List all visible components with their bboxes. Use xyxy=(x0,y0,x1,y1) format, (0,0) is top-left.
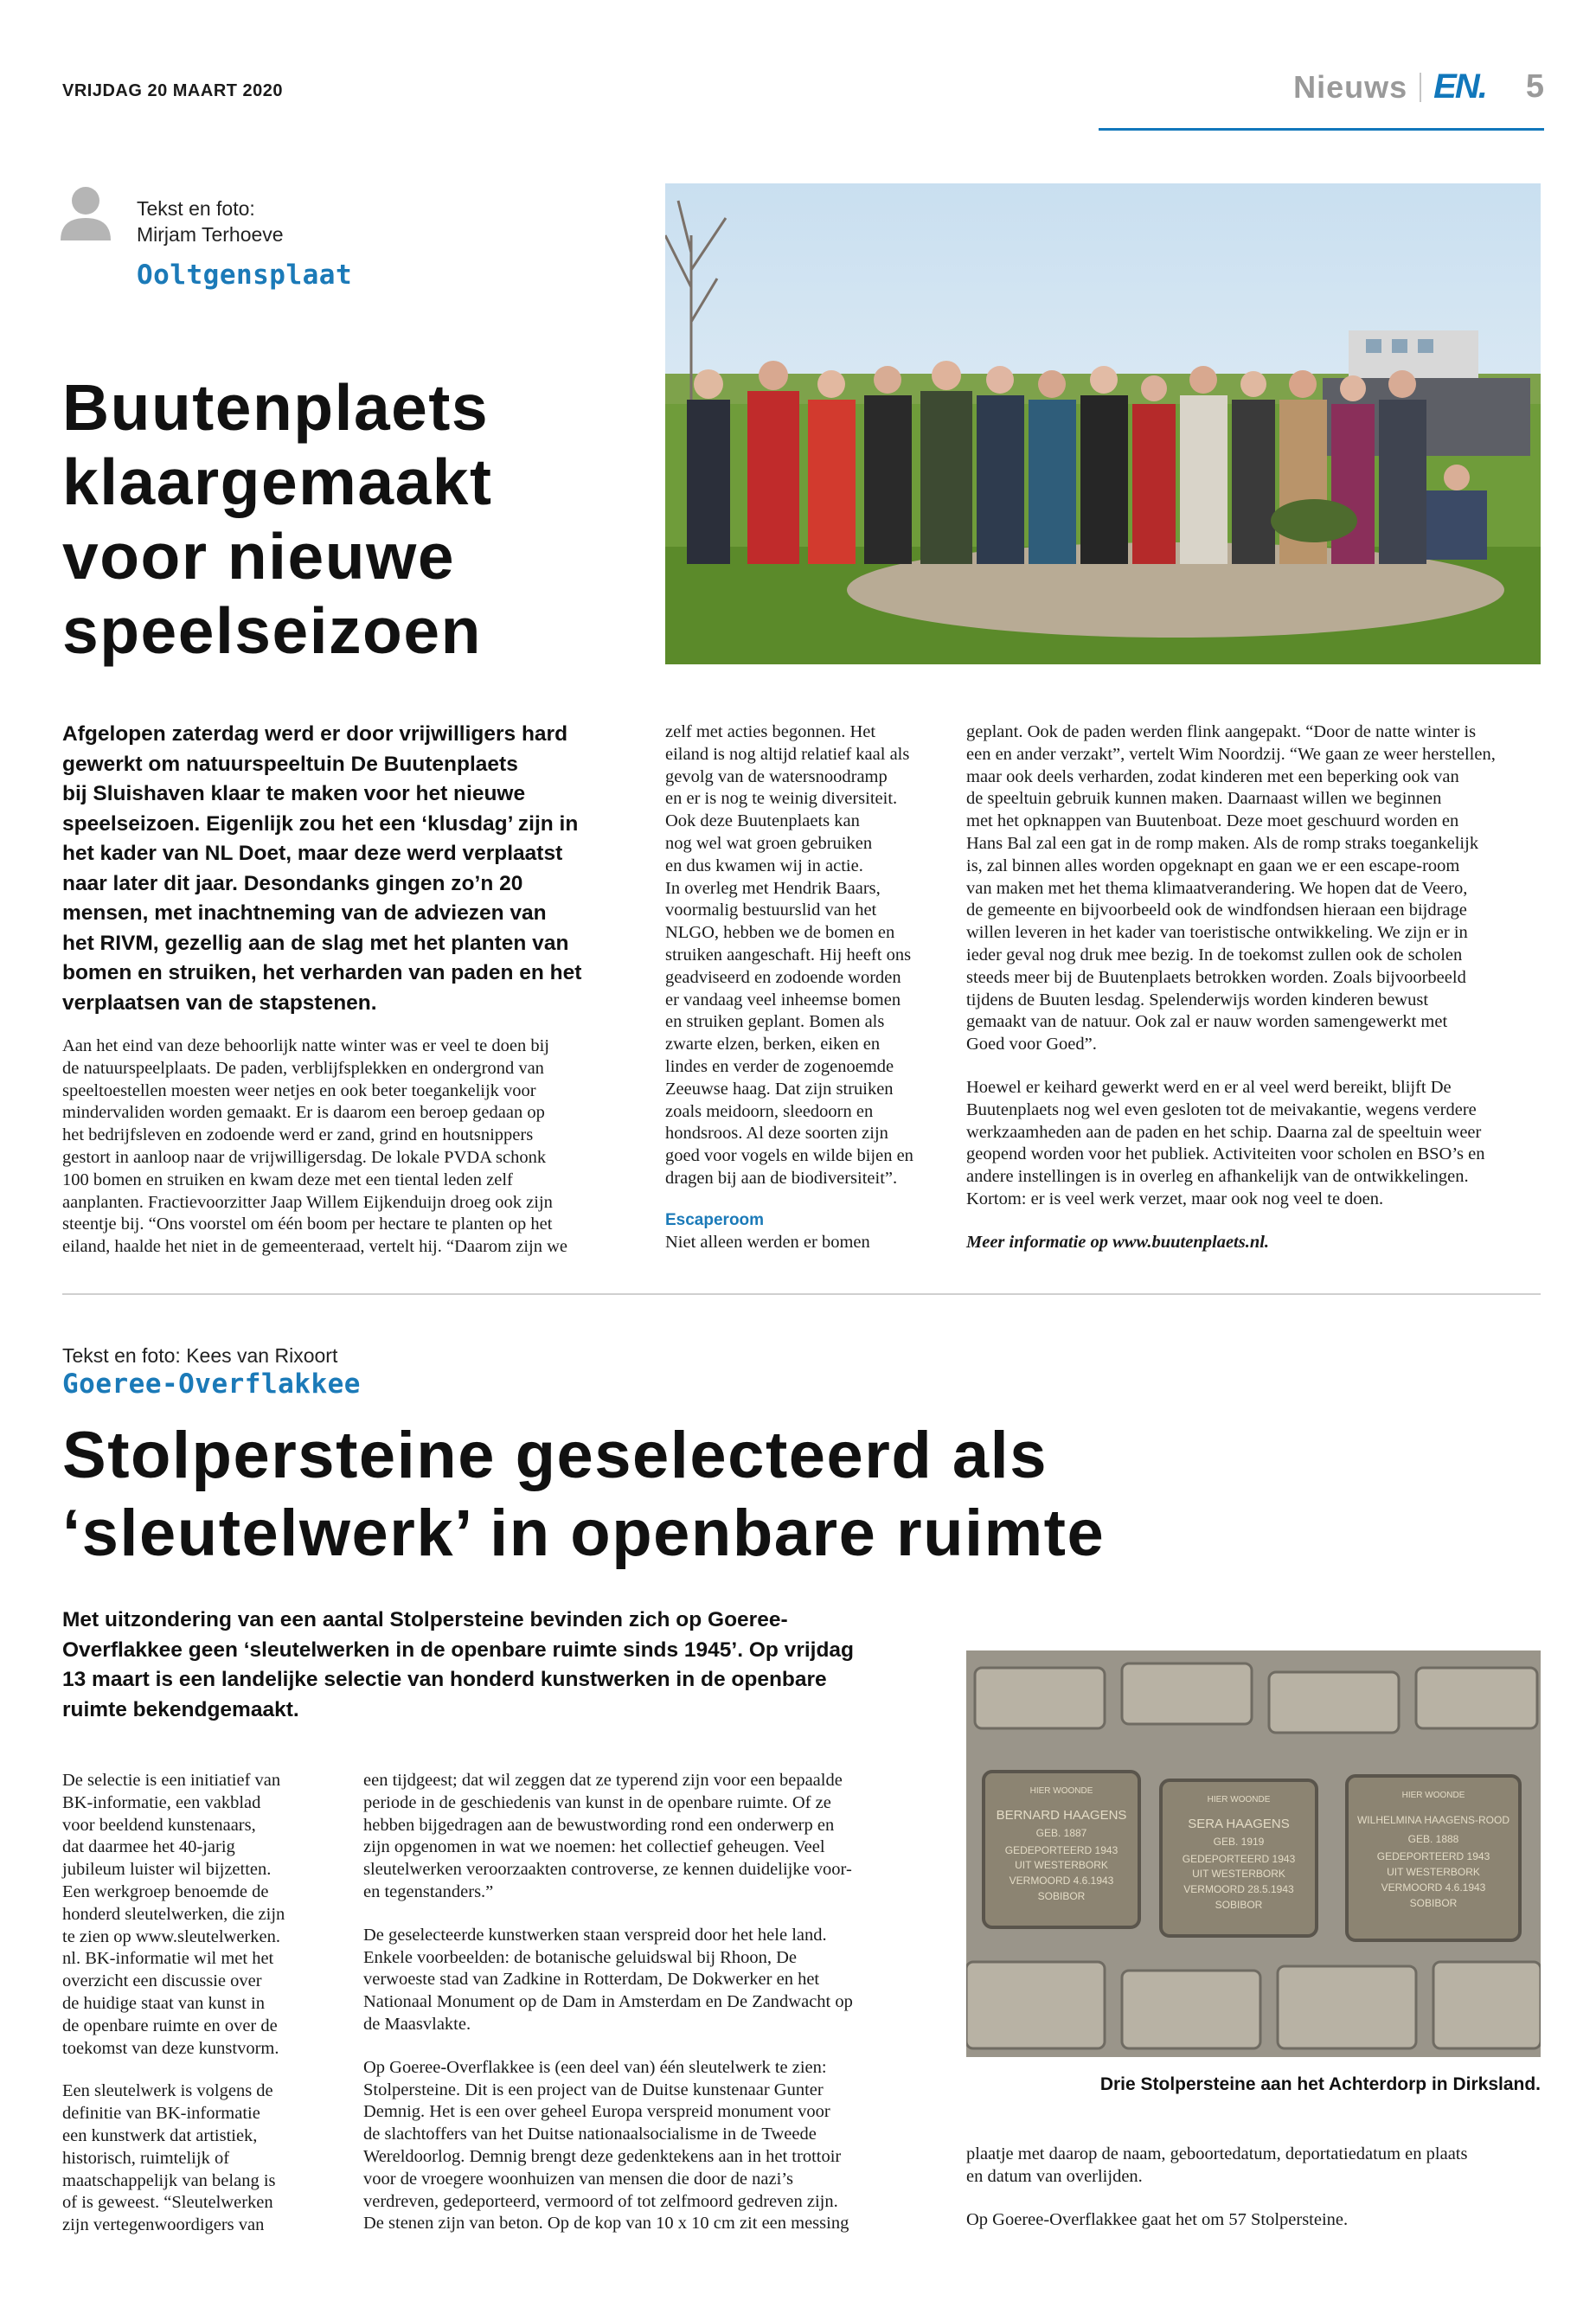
article2-headline xyxy=(62,1417,1446,1573)
photo-caption: Drie Stolpersteine aan het Achterdorp in Dirksland. xyxy=(1099,2074,1541,2094)
headline-line: ‘sleutelwerk’ in openbare ruimte xyxy=(62,1497,1106,1570)
body-line: de gemeente en bijvoorbeeld ook de windfondsen hieraan een bijdrage xyxy=(966,901,1467,920)
body-line: Demnig. Het is een over geheel Europa verspreid monument voor xyxy=(363,2102,830,2122)
body-line: Buutenplaets nog wel even gesloten tot de meivakantie, wegens verdere xyxy=(966,1099,1477,1119)
body-line: sleutelwerken veroorzaakten controverse, ze kennen duidelijke voor- xyxy=(363,1860,852,1880)
body-line: een kunstwerk dat artistiek, xyxy=(62,2125,258,2145)
body-line: historisch, ruimtelijk of xyxy=(62,2148,230,2168)
stone-3-name: WILHELMINA HAAGENS-ROOD xyxy=(1356,1814,1510,1826)
body-line: Ook deze Buutenplaets kan xyxy=(665,811,860,831)
body-line: en struiken geplant. Bomen als xyxy=(665,1012,885,1032)
body-line: nog wel wat groen gebruiken xyxy=(665,833,873,853)
stolpersteine-photo xyxy=(966,1650,1541,2057)
lead-line: gewerkt om natuurspeeltuin De Buutenplaets xyxy=(62,752,518,776)
body-line: Enkele voorbeelden: de botanische geluidswal bij Rhoon, De xyxy=(363,1947,797,1967)
headline-line: voor nieuwe xyxy=(62,520,456,593)
body-line: overzicht een discussie over xyxy=(62,1971,262,1991)
body-line: Aan het eind van deze behoorlijk natte winter was er veel te doen bij xyxy=(62,1036,549,1055)
credit-author: Mirjam Terhoeve xyxy=(137,223,284,246)
body-line: lindes en verder de zogenoemde xyxy=(665,1056,894,1076)
body-line: Hoewel er keihard gewerkt werd en er al veel werd bereikt, blijft De xyxy=(966,1077,1452,1097)
lead-line: verplaatsen van de stapstenen. xyxy=(62,990,377,1015)
body-line: Nationaal Monument op de Dam in Amsterdam en De Zandwacht op xyxy=(363,1992,853,2012)
body-line: zwarte elzen, berken, eiken en xyxy=(665,1035,881,1054)
header-separator xyxy=(1420,73,1421,102)
body-line: periode in de geschiedenis van kunst in de openbare ruimte. Of ze xyxy=(363,1792,831,1812)
body-line: willen leveren in het kader van toeristische ontwikkeling. We zijn er in xyxy=(966,923,1468,943)
body-line: en tegenstanders.” xyxy=(363,1881,494,1901)
body-line: Een werkgroep benoemde de xyxy=(62,1881,269,1901)
group-photo xyxy=(665,183,1541,664)
body-line: te zien op www.sleutelwerken. xyxy=(62,1926,280,1946)
stone-1-name: BERNARD HAAGENS xyxy=(996,1808,1127,1823)
lead-line: Afgelopen zaterdag werd er door vrijwilligers hard xyxy=(62,722,568,746)
body-line: verwoeste stad van Zadkine in Rotterdam, De Dokwerker en het xyxy=(363,1970,820,1990)
body-line: plaatje met daarop de naam, geboortedatum, deportatiedatum en plaats xyxy=(966,2144,1468,2163)
body-line: Stolpersteine. Dit is een project van de Duitse kunstenaar Gunter xyxy=(363,2080,824,2099)
article1-headline xyxy=(62,370,651,668)
body-line: eiland is nog altijd relatief kaal als xyxy=(665,744,910,764)
body-line: Een sleutelwerk is volgens de xyxy=(62,2081,273,2101)
body-line: maar ook deels verharden, zodat kinderen met een beperking ook van xyxy=(966,766,1459,786)
body-line: een en ander verzakt”, vertelt Wim Noordzij. “We gaan ze weer herstellen, xyxy=(966,744,1496,764)
body-line: jubileum luister wil bijzetten. xyxy=(62,1860,272,1880)
body-line: zijn vertegenwoordigers van xyxy=(62,2215,265,2235)
lead-line: speelseizoen. Eigenlijk zou het een ‘klusdag’ zijn in xyxy=(62,811,579,836)
stone-1-dep: GEDEPORTEERD 1943 xyxy=(1004,1844,1118,1856)
body-line: steentje bij. “Ons voorstel om één boom per hectare te planten op het xyxy=(62,1215,553,1234)
lead-line: 13 maart is een landelijke selectie van honderd kunstwerken in de openbare xyxy=(62,1668,827,1691)
body-line: zoals meidoorn, sleedoorn en xyxy=(665,1101,874,1121)
body-line: en datum van overlijden. xyxy=(966,2166,1143,2186)
body-line: Hans Bal zal een gat in de romp maken. Als de romp straks toegankelijk xyxy=(966,833,1479,853)
body-line: NLGO, hebben we de bomen en xyxy=(665,923,895,943)
body-line: de speeltuin gebruik kunnen maken. Daarnaast willen we beginnen xyxy=(966,789,1442,809)
body-line: er vandaag veel inheemse bomen xyxy=(665,990,901,1009)
body-line: voormalig bestuurslid van het xyxy=(665,901,877,920)
more-info-link[interactable]: Meer informatie op www.buutenplaets.nl. xyxy=(966,1232,1270,1252)
body-line: geopend worden voor het publiek. Activiteiten voor scholen en BSO’s en xyxy=(966,1144,1485,1164)
body-line: het bedrijfsleven en zodoende werd er zand, grind en houtsnippers xyxy=(62,1125,534,1145)
stone-1-camp: UIT WESTERBORK xyxy=(1015,1859,1108,1871)
body-line: Goed voor Goed”. xyxy=(966,1035,1097,1054)
body-line: Kortom: er is veel werk verzet, maar ook nog veel te doen. xyxy=(966,1189,1384,1208)
body-line: de huidige staat van kunst in xyxy=(62,1993,265,2013)
lead-line: Met uitzondering van een aantal Stolpersteine bevinden zich op Goeree- xyxy=(62,1608,788,1631)
article2-location: Goeree-Overflakkee xyxy=(62,1368,361,1400)
article1-location: Ooltgensplaat xyxy=(137,260,353,291)
lead-line: bij Sluishaven klaar te maken voor het nieuwe xyxy=(62,782,526,805)
body-line: Zeeuwse haag. Dat zijn struiken xyxy=(665,1079,894,1099)
stone-2-dep: GEDEPORTEERD 1943 xyxy=(1182,1853,1296,1865)
body-line: definitie van BK-informatie xyxy=(62,2104,260,2124)
body-line: hondsroos. Al deze soorten zijn xyxy=(665,1124,888,1144)
body-line: goed voor vogels en wilde bijen en xyxy=(665,1146,913,1166)
body-line: werkzaamheden aan de paden en het schip. Daarna zal de speeltuin weer xyxy=(966,1122,1482,1142)
body-line: In overleg met Hendrik Baars, xyxy=(665,878,881,898)
article1-column-2 xyxy=(665,721,951,1253)
stone-3-died: VERMOORD 4.6.1943 xyxy=(1381,1881,1486,1894)
article2-column-1 xyxy=(62,1770,348,2237)
body-line: een tijdgeest; dat wil zeggen dat ze typerend zijn voor een bepaalde xyxy=(363,1771,843,1790)
body-line: De stenen zijn van beton. Op de kop van 10 x 10 cm zit een messing xyxy=(363,2214,849,2234)
body-line: dat daarmee het 40-jarig xyxy=(62,1837,235,1857)
body-line: of is geweest. “Sleutelwerken xyxy=(62,2193,273,2213)
body-line: eiland, haalde het niet in de gemeenteraad, vertelt hij. “Daarom zijn we xyxy=(62,1237,567,1257)
body-line: voor de vroegere woonhuizen van mensen die door de nazi’s xyxy=(363,2169,793,2189)
body-line: de natuurspeelplaats. De paden, verblijfsplekken en ondergrond van xyxy=(62,1058,544,1078)
stone-1-place: SOBIBOR xyxy=(1037,1890,1086,1902)
body-line: de slachtoffers van het Duitse nationaalsocialisme in de Tweede xyxy=(363,2125,817,2144)
article1-column-3 xyxy=(966,721,1546,1254)
body-line: en er is nog te weinig diversiteit. xyxy=(665,789,898,809)
article1-column-1 xyxy=(62,1035,633,1259)
stone-2-name: SERA HAAGENS xyxy=(1188,1817,1290,1831)
body-line: met het opknappen van Buutenboat. Deze moet geschuurd worden en xyxy=(966,811,1459,831)
article2-credit: Tekst en foto: Kees van Rixoort xyxy=(62,1344,338,1367)
stone-3-place: SOBIBOR xyxy=(1409,1897,1458,1909)
stone-1-line1: HIER WOONDE xyxy=(1029,1786,1093,1796)
stone-1-died: VERMOORD 4.6.1943 xyxy=(1009,1875,1114,1887)
stone-3-line1: HIER WOONDE xyxy=(1401,1791,1465,1800)
article2-column-2 xyxy=(363,1770,952,2235)
body-line: andere instellingen is in overleg en afhankelijk van de ontwikkelingen. xyxy=(966,1167,1469,1187)
stone-2-born: GEB. 1919 xyxy=(1213,1836,1265,1848)
body-line: nl. BK-informatie wil met het xyxy=(62,1949,274,1969)
headline-line: speelseizoen xyxy=(62,594,482,667)
lead-line: Overflakkee geen ‘sleutelwerken in de openbare ruimte sinds 1945’. Op vrijdag xyxy=(62,1638,855,1662)
stone-3-born: GEB. 1888 xyxy=(1407,1833,1459,1845)
stone-2-line1: HIER WOONDE xyxy=(1207,1795,1271,1804)
lead-line: ruimte bekendgemaakt. xyxy=(62,1697,299,1721)
lead-line: bomen en struiken, het verharden van paden en het xyxy=(62,961,582,984)
body-line: zijn opgenomen in wat we noemen: het collectief geheugen. Veel xyxy=(363,1837,825,1857)
body-line: geadviseerd en zodoende worden xyxy=(665,967,901,987)
body-line: dragen bij aan de biodiversiteit”. xyxy=(665,1168,898,1188)
body-line: en dus kwamen wij in actie. xyxy=(665,856,863,875)
header-rule xyxy=(1099,128,1544,131)
stone-3-camp: UIT WESTERBORK xyxy=(1387,1866,1480,1878)
stone-2-camp: UIT WESTERBORK xyxy=(1192,1868,1285,1880)
stone-1-born: GEB. 1887 xyxy=(1035,1827,1087,1839)
lead-line: het kader van NL Doet, maar deze werd verplaatst xyxy=(62,842,563,865)
body-line: Wereldoorlog. Demnig brengt deze gedenktekens aan in het trottoir xyxy=(363,2146,842,2166)
page-number: 5 xyxy=(1525,68,1544,105)
article2-lead xyxy=(62,1606,927,1725)
body-line: is, zal binnen alles worden opgeknapt en gaan we er een escape-room xyxy=(966,856,1460,875)
body-line: honderd sleutelwerken, die zijn xyxy=(62,1904,285,1924)
subheading-escaperoom: Escaperoom xyxy=(665,1210,765,1229)
body-line: voor beeldend kunstenaars, xyxy=(62,1815,256,1835)
headline-line: Buutenplaets xyxy=(62,371,490,444)
body-line: maatschappelijk van belang is xyxy=(62,2170,276,2190)
lead-line: mensen, met inachtneming van de adviezen van xyxy=(62,901,547,925)
body-line: hebben bijgedragen aan de bewustwording rond een onderwerp en xyxy=(363,1815,835,1835)
newspaper-logo: EN. xyxy=(1433,67,1486,106)
body-line: De geselecteerde kunstwerken staan verspreid door het hele land. xyxy=(363,1925,827,1945)
body-line: van maken met het thema klimaatverandering. We hopen dat de Veero, xyxy=(966,878,1468,898)
headline-line: Stolpersteine geselecteerd als xyxy=(62,1419,1048,1492)
lead-line: het RIVM, gezellig aan de slag met het planten van xyxy=(62,931,569,955)
body-line: Op Goeree-Overflakkee gaat het om 57 Stolpersteine. xyxy=(966,2209,1349,2229)
body-line: ieder geval nog druk mee bezig. In de toekomst zullen ook de scholen xyxy=(966,945,1463,965)
issue-date: VRIJDAG 20 MAART 2020 xyxy=(62,81,284,100)
section-name: Nieuws xyxy=(1293,68,1408,105)
body-line: steeds meer bij de Buutenplaets betrokken worden. Zoals bijvoorbeeld xyxy=(966,967,1466,987)
body-line: de Maasvlakte. xyxy=(363,2014,471,2034)
stone-2-died: VERMOORD 28.5.1943 xyxy=(1183,1883,1294,1895)
body-line: Op Goeree-Overflakkee is (een deel van) één sleutelwerk te zien: xyxy=(363,2057,827,2077)
body-line: de openbare ruimte en over de xyxy=(62,2016,278,2035)
body-line: gestort in aanloop naar de vrijwilligersdag. De lokale PVDA schonk xyxy=(62,1147,547,1167)
body-line: tijdens de Buuten lesdag. Spelenderwijs worden kinderen bewust xyxy=(966,990,1429,1009)
body-line: gevolg van de watersnoodramp xyxy=(665,766,888,786)
page-header xyxy=(1293,67,1544,106)
credit-label: Tekst en foto: xyxy=(137,197,255,220)
body-line: struiken aangeschaft. Hij heeft ons xyxy=(665,945,912,965)
body-line: gemaakt van de natuur. Ook zal er nauw worden samengewerkt met xyxy=(966,1012,1448,1032)
article1-lead xyxy=(62,720,616,1018)
author-avatar-icon xyxy=(61,183,111,240)
headline-line: klaargemaakt xyxy=(62,445,493,518)
body-line: 100 bomen en struiken en kwam deze met een tiental leden zelf xyxy=(62,1170,513,1189)
body-line: toekomst van deze kunstvorm. xyxy=(62,2038,279,2058)
body-line: zelf met acties begonnen. Het xyxy=(665,722,876,741)
body-line: aanplanten. Fractievoorzitter Jaap Willem Eijkenduijn droeg ook zijn xyxy=(62,1192,553,1212)
stone-2-place: SOBIBOR xyxy=(1215,1899,1263,1911)
body-line: geplant. Ook de paden werden flink aangepakt. “Door de natte winter is xyxy=(966,722,1477,741)
body-line: mindervaliden worden gemaakt. Er is daarom een beroep gedaan op xyxy=(62,1103,545,1123)
body-line: verdreven, gedeporteerd, vermoord of tot zelfmoord gedreven zijn. xyxy=(363,2191,838,2211)
article-divider xyxy=(62,1293,1541,1295)
lead-line: naar later dit jaar. Desondanks gingen zo’n 20 xyxy=(62,871,523,895)
stone-3-dep: GEDEPORTEERD 1943 xyxy=(1376,1850,1490,1862)
article2-column-3 xyxy=(966,2144,1546,2231)
body-line: BK-informatie, een vakblad xyxy=(62,1792,261,1812)
body-line: speeltoestellen moesten weer netjes en ook beter toegankelijk voor xyxy=(62,1080,536,1100)
article1-credit xyxy=(137,195,284,247)
body-line: Niet alleen werden er bomen xyxy=(665,1232,870,1252)
body-line: De selectie is een initiatief van xyxy=(62,1771,281,1790)
